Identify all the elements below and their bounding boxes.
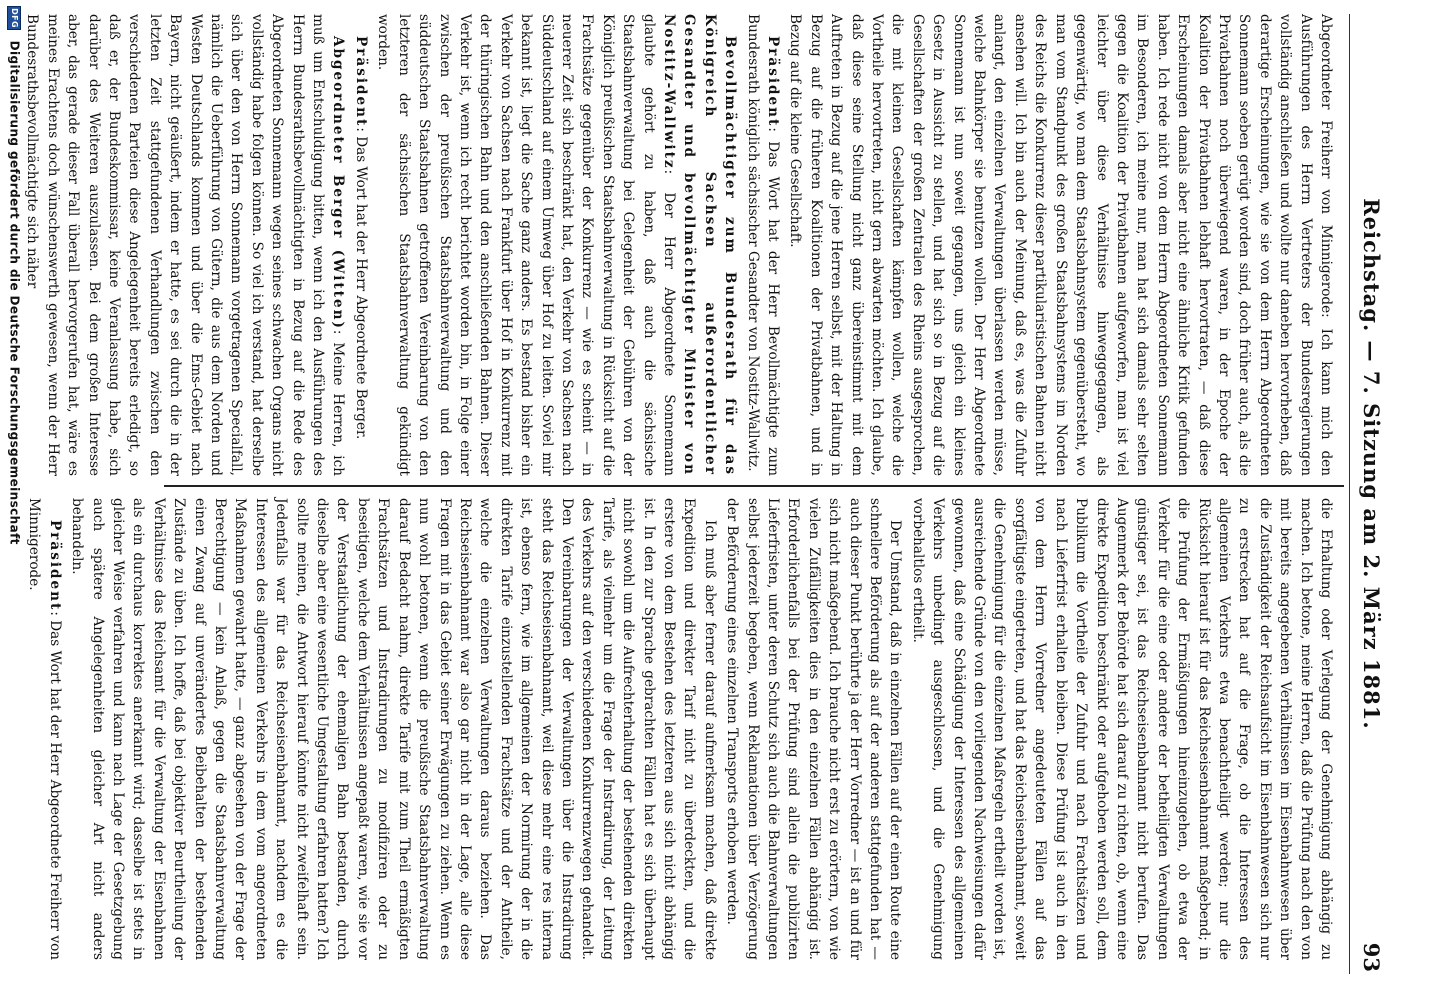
page-header: [1356, 14, 1384, 972]
paragraph-text: Das Wort hat der Herr Bevollmächtigte zum Bundesrath königlich sächsischer Gesandter von Nostitz-Wallwitz.: [744, 14, 782, 476]
speaker-name: Präsident: [352, 36, 369, 128]
paragraph-text: die Erhaltung oder Verlegung der Genehmigung abhängig zu machen. Ich betone, meine Herren, daß die Prüfung nach den von mit bereits angegebenen Verhältnissen im Eisenbahnwesen über die Zuständigkeit der Reichsaufsicht im Eisenbahnwesen sich nur zu erstrecken hat auf die Frage, ob die Interessen des allgemeinen Verkehrs etwa benachtheiligt werden; nur die Rücksicht hierauf ist für das Reichseisenbahnamt maßgebend; in die Prüfung der Ermäßigungen hineinzugehen, ob etwa der Verkehr für die eine oder andere der betheiligten Verwaltungen günstiger sei, ist das Reichseisenbahnamt nicht berufen. Das Augenmerk der Behörde hat sich darauf zu richten, ob, wenn eine direkte Expedition beschränkt oder aufgehoben werden soll, dem Publikum die Vortheile der Zufuhr und nach Frachtsätzen und nach Lieferfrist erhalten bleiben. Diese Prüfung ist auch in den von dem Herrn Vorredner angedeuteten Fällen auf das sorgfältigste eingetreten, und hat das Reichseisenbahnamt, soweit die Genehmigung für die einzelnen Maßregeln ertheilt worden ist, ausreichende Gründe von den vorliegenden Nachweisungen dafür gewonnen, daß eine Schädigung der Interessen des allgemeinen Verkehrs unbedingt ausgeschlossen, und die Genehmigung vorbehaltlos ertheilt.: [909, 498, 1334, 960]
text-paragraph: [785, 14, 1336, 476]
page-number: 93: [1359, 942, 1384, 972]
paragraph-text: Das Wort hat der Herr Abgeordnete Berger.: [352, 136, 369, 440]
paragraph-text: Ich muß aber ferner darauf aufmerksam machen, daß direkte Expedition und direkter Tarif nicht zu überdeckten, und die erstere von dem Bestehen des letzteren aus sich nicht abhängig ist. In den zur Sprache gebrachten Fällen hat es sich überhaupt nicht sowohl um die Aufrechterhaltung der bestehenden direkten Tarife, als vielmehr um die Frage der Instradirung, der Leitung des Verkehrs auf den verschiedenen Konkurrenzwegen gehandelt. Den Vereinbarungen der Verwaltungen über die Instradirung steht das Reichseisenbahnamt, weil diese mehr eine res interna ist, ebenso fern, wie im allgemeinen der Normirung der in die direkten Tarife einzustellenden Frachtsätze und der Antheile, welche die einzelnen Verwaltungen daraus beziehen. Das Reichseisenbahnamt war also gar nicht in der Lage, alle diese Fragen mit in das Gebiet seiner Erwägungen zu ziehen. Wenn es nun wohl betonen, wenn die preußische Staatsbahnverwaltung darauf Bedacht nahm, direkte Tarife mit zum Theil ermäßigten Frachtsätzen und Instradirungen zu modifiziren oder zu beseitigen, welche dem Verhältnissen angepaßt waren, wie sie vor der Verstaatlichung der ehemaligen Bahn bestanden, durch dieselbe aber eine wesentliche Umgestaltung erfahren hatten? Ich sollte meinen, die Antwort hierauf könnte nicht zweifelhaft sein. Jedenfalls war für das Reichseisenbahnamt, nachdem es die Interessen des allgemeinen Verkehrs in dem vom angeordneten Maßnahmen gewahrt hatte, — ganz abgesehen von der Frage der Berechtigung — kein Anlaß, gegen die Staatsbahnverwaltung einen Zwang auf unverändertes Beibehalten der bestehenden Zustände zu üben. Ich hoffe, daß bei objektiver Beurtheilung der Verhältnisse das Reichsamt für die Verwaltung der Eisenbahnen als ein durchaus korrektes anerkannt wird; dasselbe ist stets in gleicher Weise verfahren und kann nach Lage der Gesetzgebung auch spätere Angelegenheiten gleicher Art nicht anders behandeln.: [69, 498, 718, 960]
speaker-name: Präsident: [46, 520, 63, 612]
paragraph-text: Das Wort hat der Herr Abgeordnete Freiherr von Minnigerode.: [26, 498, 63, 961]
speaker-name: Abgeordneter Berger (Witten): [330, 36, 347, 330]
header-rule: [1349, 14, 1350, 974]
paragraph-text: Der Herr Abgeordnete Sonnemann glaubte gehört zu haben, daß auch die sächsische Staatsbahnverwaltung bei Gelegenheit der Gebühren von der Königlich preußischen Staatsbahnverwaltung in Rücksicht auf die Frachtsätze gegenüber der Konkurrenz — wie es scheint — in neuerer Zeit sich beschränkt hat, den Verkehr von Sachsen nach Süddeutschland auf einem Umweg über Hof zu leiten. Soviel mir bekannt ist, liegt die Sache ganz anders. Es bestand bisher ein Verkehr von Sachsen nach Frankfurt über Hof in Konkurrenz mit der thüringischen Bahn und den anschließenden Bahnen. Dieser Verkehr ist, wenn ich recht berichtet worden bin, in Folge einer zwischen der preußischen Staatsbahnverwaltung und den süddeutschen Staatsbahnen getroffenen Vereinbarung von den letzteren der sächsischen Staatsbahnverwaltung gekündigt worden.: [375, 14, 677, 476]
speaker-name: Präsident: [765, 36, 782, 128]
digitization-footer: [2, 0, 22, 1000]
speaker-paragraph: Präsident: Das Wort hat der Herr Abgeordnete Berger.: [352, 36, 369, 440]
speaker-paragraph: Bevollmächtigter zum Bundesrath für das Königreich Sachsen außerordentlicher Gesandter und bevollmächtigter Minister von Nostitz-Wallwitz: Der Herr Abgeordnete Sonnemann glaubte gehört zu haben, daß auch die sächsische Staatsbahnverwaltung bei Gelegenheit der Gebühren von der Königlich preußischen Staatsbahnverwaltung in Rücksicht auf die Frachtsätze gegenüber der Konkurrenz — wie es scheint — in neuerer Zeit sich beschränkt hat, den Verkehr von Sachsen nach Süddeutschland auf einem Umweg über Hof zu leiten. Soviel mir bekannt ist, liegt die Sache ganz anders. Es bestand bisher ein Verkehr von Sachsen nach Frankfurt über Hof in Konkurrenz mit der thüringischen Bahn und den anschließenden Bahnen. Dieser Verkehr ist, wenn ich recht berichtet worden bin, in Folge einer zwischen der preußischen Staatsbahnverwaltung und den süddeutschen Staatsbahnen getroffenen Vereinbarung von den letzteren der sächsischen Staatsbahnverwaltung gekündigt worden.: [375, 14, 739, 476]
dfg-logo-icon: DFG: [8, 6, 22, 30]
speaker-paragraph: Präsident: Das Wort hat der Herr Bevollmächtigte zum Bundesrath königlich sächsischer Gesandter von Nostitz-Wallwitz.: [744, 14, 782, 476]
paragraph-text: Meine Herren, ich muß um Entschuldigung bitten, wenn ich den Ausführungen des Herrn Bundesrathsbevollmächtigten in Bezug auf die Rede des Abgeordneten Sonnemann wegen seines schwachen Organs nicht vollständig habe folgen können. So viel ich verstand, hat derselbe sich über den von Herrn Sonnemann vorgetragenen Specialfall, nämlich die Ueberführung von Gütern, die aus dem Norden und Westen Deutschlands kommen und über die Ems-Gebiet nach Bayern, nicht geäußert, indem er hatte, es sei durch die in der letzten Zeit stattgefundenen Verhandlungen zwischen den verschiedenen Parteien diese Angelegenheit bereits erledigt, so daß er, der Bundeskommissar, keine Veranlassung habe, sich darüber des Weiteren auszulassen. Bei dem großen Interesse aber, das gerade dieser Fall überall hervorgerufen hat, wäre es meines Erachtens doch wünschenswerth gewesen, wenn der Herr Bundesrathsbevollmächtigte sich näher: [24, 14, 347, 476]
paragraph-text: Der Umstand, daß in einzelnen Fällen auf der einen Route eine schnellere Beförderung als auf der anderen stattgefunden hat — auch dieser Punkt berührte ja der Herr Vorredner — ist an und für sich nicht maßgebend. Ich brauche nicht erst zu erörtern, von wie vielen Zufälligkeiten dies in den einzelnen Fällen abhängig ist. Erforderlichenfalls bei der Prüfung sind allein die publizirten Lieferfristen, unter deren Schutz sich auch die Bahnverwaltungen selbst jederzeit begeben, wenn Reklamationen über Verzögerung der Beförderung eines einzelnen Transports erhoben werden.: [724, 498, 904, 960]
right-column: [26, 498, 1336, 961]
speaker-paragraph: Abgeordneter Berger (Witten): Meine Herren, ich muß um Entschuldigung bitten, wenn ich den Ausführungen des Herrn Bundesrathsbevollmächtigten in Bezug auf die Rede des Abgeordneten Sonnemann wegen seines schwachen Organs nicht vollständig habe folgen können. So viel ich verstand, hat derselbe sich über den von Herrn Sonnemann vorgetragenen Specialfall, nämlich die Ueberführung von Gütern, die aus dem Norden und Westen Deutschlands kommen und über die Ems-Gebiet nach Bayern, nicht geäußert, indem er hatte, es sei durch die in der letzten Zeit stattgefundenen Verhandlungen zwischen den verschiedenen Parteien diese Angelegenheit bereits erledigt, so daß er, der Bundeskommissar, keine Veranlassung habe, sich darüber des Weiteren auszulassen. Bei dem großen Interesse aber, das gerade dieser Fall überall hervorgerufen hat, wäre es meines Erachtens doch wünschenswerth gewesen, wenn der Herr Bundesrathsbevollmächtigte sich näher: [24, 14, 347, 476]
paragraph-text: Abgeordneter Freiherr von Minnigerode: Ich kann mich den Ausführungen des Herrn Vertreters der Bundesregierungen vollständig anschließen und wollte nur daneben hervorheben, daß derartige Erscheinungen, wie sie von dem Herrn Abgeordneten Sonnemann soeben gerügt worden sind, doch früher auch, als die Privatbahnen noch überwiegend waren, in der Epoche der Koalition der Privatbahnen lebhaft hervortraten, — daß diese Erscheinungen damals aber nicht eine ähnliche Kritik gefunden haben. Ich rede nicht von dem Herrn Abgeordneten Sonnemann im Besonderen, ich meine nur, man hat sich damals sehr selten gegen die Koalition der Privatbahnen aufgeworfen, man ist viel leichter über diese Verhältnisse hinweggegangen, als gegenwärtig, wo man dem Staatsbahnsystem gegenübersteht, wo man vom Standpunkt des großen Staatsbahnsystems im Norden des Reichs die Konkurrenz dieser partikularistischen Bahnen nicht ansehen will. Ich bin auch der Meinung, daß es, was die Zufuhr anlangt, den einzelnen Verwaltungen überlassen werden müsse, welche Bahnkörper sie benutzen wollen. Der Herr Abgeordnete Sonnemann ist nun soweit gegangen, uns gleich ein kleines Gesetz in Aussicht zu stellen, und hat sich so in Bezug auf die Gesellschaften der großen Zentralen des Rheins ausgesprochen, die mit kleinen Gesellschaften kämpfen wollen, welche die Vortheile hervortreten, nicht gern abwarten möchten. Ich glaube, daß diese seine Stellung nicht ganz übereinstimmt mit dem Auftreten in Bezug auf die jene Herren selbst, mit der Haltung in Bezug auf die früheren Koalitionen der Privatbahnen, und in Bezug auf die kleine Gesellschaft.: [787, 14, 1334, 477]
left-column: [24, 14, 1336, 477]
speaker-name: Bevollmächtigter zum Bundesrath für das Königreich Sachsen außerordentlicher Gesandter und bevollmächtigter Minister von Nostitz-Wallwitz: [661, 14, 739, 476]
text-paragraph: [67, 498, 720, 960]
digitization-notice: Digitalisierung gefördert durch die Deutsche Forschungsgemeinschaft: [7, 40, 22, 545]
text-paragraph: [907, 498, 1336, 960]
speaker-paragraph: Präsident: Das Wort hat der Herr Abgeordnete Freiherr von Minnigerode.: [26, 498, 63, 961]
text-paragraph: [722, 498, 906, 960]
column-divider: [164, 485, 1344, 487]
running-title: Reichstag. — 7. Sitzung am 2. März 1881.: [1359, 198, 1384, 730]
